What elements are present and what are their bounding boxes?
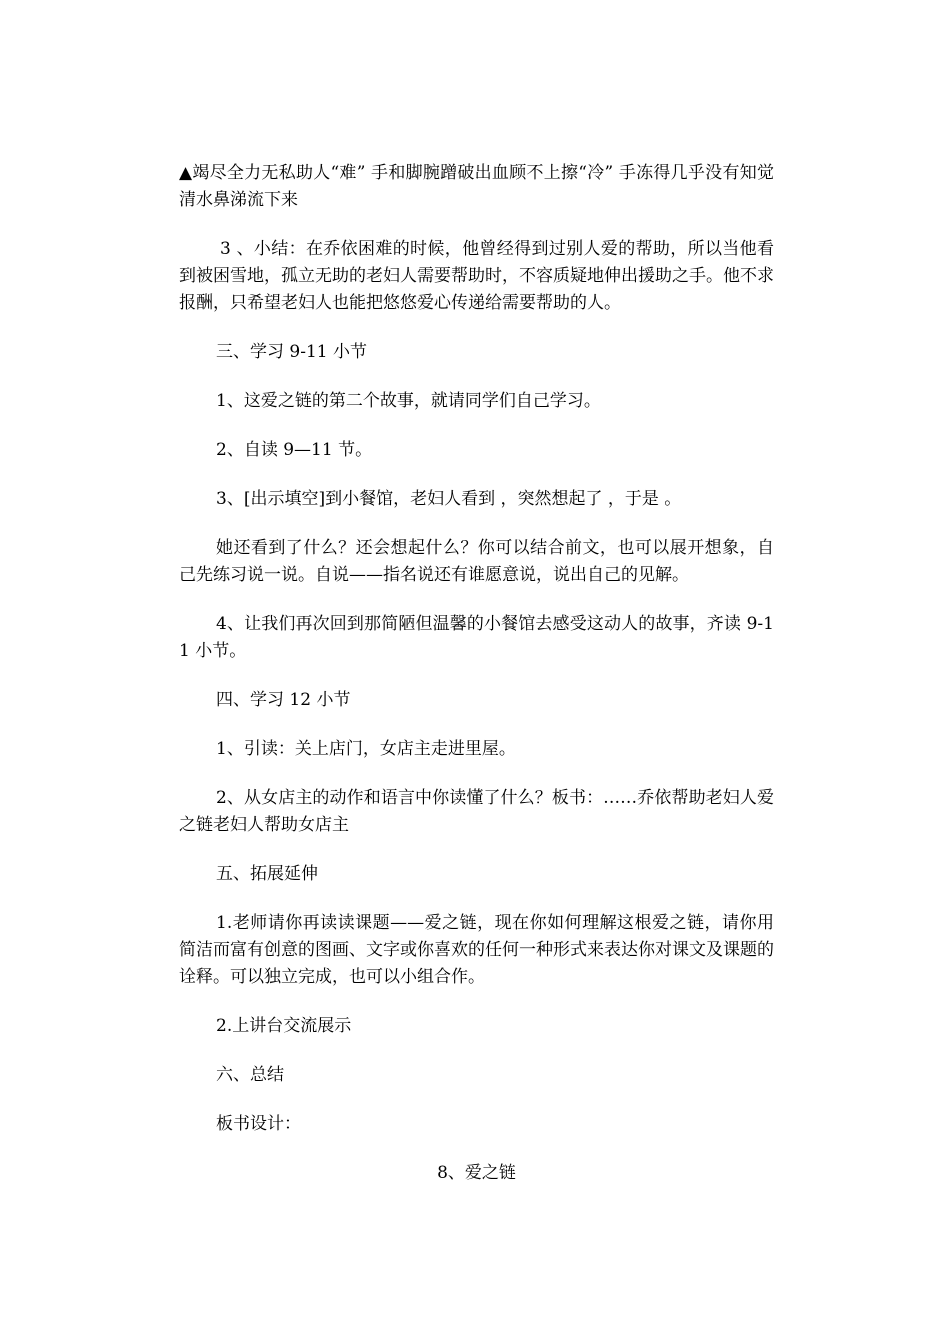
document-page (179, 160, 774, 1209)
heading-section-three: 三、学习 9-11 小节 (216, 342, 367, 362)
paragraph-step-2: 2、自读 9—11 节。 (216, 440, 373, 460)
paragraph-step-3: 3、[出示填空]到小餐馆，老妇人看到 ，突然想起了 ，于是 。 (216, 489, 682, 509)
paragraph-presentation: 2.上讲台交流展示 (216, 1016, 352, 1036)
heading-section-four: 四、学习 12 小节 (216, 690, 351, 710)
paragraph-summary-points: ▲竭尽全力无私助人“难” 手和脚腕蹭破出血顾不上擦“冷” 手冻得几乎没有知觉清水鼻涕流下来 (179, 163, 774, 210)
board-title: 8、爱之链 (437, 1163, 516, 1183)
heading-section-six: 六、总结 (216, 1065, 284, 1085)
paragraph-imagination: 她还看到了什么？还会想起什么？你可以结合前文，也可以展开想象，自己先练习说一说。自说——指名说还有谁愿意说，说出自己的见解。 (179, 538, 774, 585)
paragraph-guided-reading: 1、引读：关上店门，女店主走进里屋。 (216, 739, 516, 759)
paragraph-step-1: 1、这爱之链的第二个故事，就请同学们自己学习。 (216, 391, 601, 411)
heading-board-design: 板书设计： (216, 1114, 301, 1134)
paragraph-shop-owner: 2、从女店主的动作和语言中你读懂了什么？板书：……乔依帮助老妇人爱之链老妇人帮助女店主 (179, 788, 774, 835)
paragraph-step-4: 4、让我们再次回到那简陋但温馨的小餐馆去感受这动人的故事，齐读 9-11 小节。 (179, 614, 774, 661)
heading-section-five: 五、拓展延伸 (216, 864, 318, 884)
paragraph-section-summary: 3 、小结：在乔依困难的时候，他曾经得到过别人爱的帮助，所以当他看到被困雪地，孤立无助的老妇人需要帮助时，不容质疑地伸出援助之手。他不求报酬，只希望老妇人也能把悠悠爱心传递给需要帮助的人。 (179, 239, 774, 313)
paragraph-extension-task: 1.老师请你再读读课题——爱之链，现在你如何理解这根爱之链，请你用简洁而富有创意的图画、文字或你喜欢的任何一种形式来表达你对课文及课题的诠释。可以独立完成，也可以小组合作。 (179, 913, 774, 987)
